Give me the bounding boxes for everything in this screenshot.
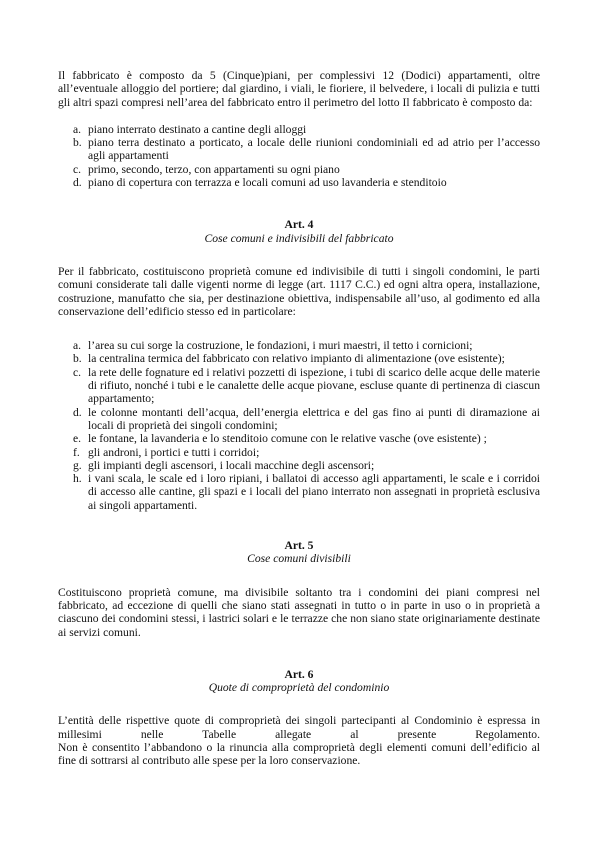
list-marker: d. — [73, 176, 82, 190]
list-marker: h. — [73, 472, 82, 486]
list-marker: b. — [73, 352, 82, 366]
list-item — [58, 339, 540, 352]
list-item — [58, 446, 540, 459]
list-item-text: i vani scala, le scale ed i loro ripiani, i ballatoi di accesso agli appartamenti, le scale e i corridoi di accesso alle cantine, gli spazi e i locali del piano interrato non assegnati in proprietà esclusiva ai singoli appartamenti. — [88, 472, 540, 512]
article-6-body-first: L’entità delle rispettive quote di comproprietà dei singoli partecipanti al Condominio è espressa in millesimi nelle Tabelle allegate al presente Regolamento. — [58, 714, 540, 741]
article-subtitle: Cose comuni e indivisibili del fabbricato — [204, 231, 394, 245]
list-item-text: la centralina termica del fabbricato con relativo impianto di alimentazione (ove esistente); — [88, 352, 505, 366]
list-item — [58, 123, 540, 136]
list-item — [58, 366, 540, 406]
list-marker: c. — [73, 162, 82, 176]
list-item — [58, 432, 540, 445]
list-marker: f. — [73, 445, 80, 459]
list-item — [58, 459, 540, 472]
list-item-text: le fontane, la lavanderia e lo stenditoio comune con le relative vasche (ove esistente) ; — [88, 432, 487, 446]
document-page — [58, 69, 540, 768]
list-marker: a. — [73, 122, 82, 136]
article-title: Art. 4 — [284, 218, 314, 232]
article-subtitle: Quote di comproprietà del condominio — [208, 681, 390, 695]
list-item — [58, 136, 540, 163]
list-item-text: piano terra destinato a porticato, a locale delle riunioni condominiali ed ad atrio per l’accesso agli appartamenti — [88, 136, 540, 163]
list-marker: e. — [73, 432, 82, 446]
list-item-text: le colonne montanti dell’acqua, dell’energia elettrica e del gas fino ai punti di diramazione ai locali di proprietà dei singoli condomini; — [88, 405, 540, 432]
article-title: Art. 6 — [284, 667, 314, 681]
list-item-text: gli impianti degli ascensori, i locali macchine degli ascensori; — [88, 458, 375, 472]
list-item-text: piano di copertura con terrazza e locali comuni ad uso lavanderia e stenditoio — [88, 176, 447, 190]
article-title: Art. 5 — [284, 539, 314, 553]
article-4-heading — [58, 218, 540, 245]
list-item-text: gli androni, i portici e tutti i corridoi; — [88, 445, 260, 459]
article-6-body-second: Non è consentito l’abbandono o la rinuncia alla comproprietà degli elementi comuni dell’edificio al fine di sottrarsi al contributo alle spese per la loro conservazione. — [58, 740, 540, 768]
list-marker: d. — [73, 405, 82, 419]
list-item-text: la rete delle fognature ed i relativi pozzetti di ispezione, i tubi di scarico delle acque delle materie di rifiuto, nonché i tubi e le canalette delle acque piovane, escluse quante di pertinenza di ciascun appartamento; — [88, 365, 540, 406]
list-marker: b. — [73, 136, 82, 150]
common-parts-list — [58, 339, 540, 512]
article-subtitle: Cose comuni divisibili — [247, 552, 351, 566]
list-item — [58, 472, 540, 512]
article-4-body: Per il fabbricato, costituiscono proprietà comune ed indivisibile di tutti i singoli condomini, le parti comuni considerate tali dalle vigenti norme di legge (art. 1117 C.C.) ed ogni altra opera, installazione, costruzione, manufatto che sia, per destinazione obiettiva, indispensabile all’uso, al godimento ed alla conservazione dell’edificio stesso ed in particolare: — [58, 264, 540, 318]
list-item — [58, 406, 540, 433]
list-item-text: primo, secondo, terzo, con appartamenti su ogni piano — [88, 162, 340, 176]
list-marker: g. — [73, 458, 82, 472]
floors-list — [58, 123, 540, 189]
list-item — [58, 352, 540, 365]
list-item — [58, 176, 540, 189]
article-5-body: Costituiscono proprietà comune, ma divisibile soltanto tra i condomini dei piani compresi nel fabbricato, ad eccezione di quelli che siano stati assegnati in tutto o in parte in uso o in proprietà a ciascuno dei condomini stessi, i lastrici solari e le terrazze che non siano state originariamente destinate ai servizi comuni. — [58, 585, 540, 639]
article-5-heading — [58, 539, 540, 566]
list-marker: a. — [73, 339, 82, 353]
list-marker: c. — [73, 365, 82, 379]
list-item-text: l’area su cui sorge la costruzione, le fondazioni, i muri maestri, il tetto i cornicioni; — [88, 339, 473, 353]
intro-paragraph: Il fabbricato è composto da 5 (Cinque)piani, per complessivi 12 (Dodici) appartamenti, oltre all’eventuale alloggio del portiere; dal giardino, i viali, le fioriere, il belvedere, i locali di pulizia e tutti gli altri spazi compresi nell’area del fabbricato entro il perimetro del lotto Il fabbricato è composto da: — [58, 69, 540, 109]
list-item — [58, 163, 540, 176]
article-6-heading — [58, 668, 540, 695]
list-item-text: piano interrato destinato a cantine degli alloggi — [88, 122, 307, 136]
